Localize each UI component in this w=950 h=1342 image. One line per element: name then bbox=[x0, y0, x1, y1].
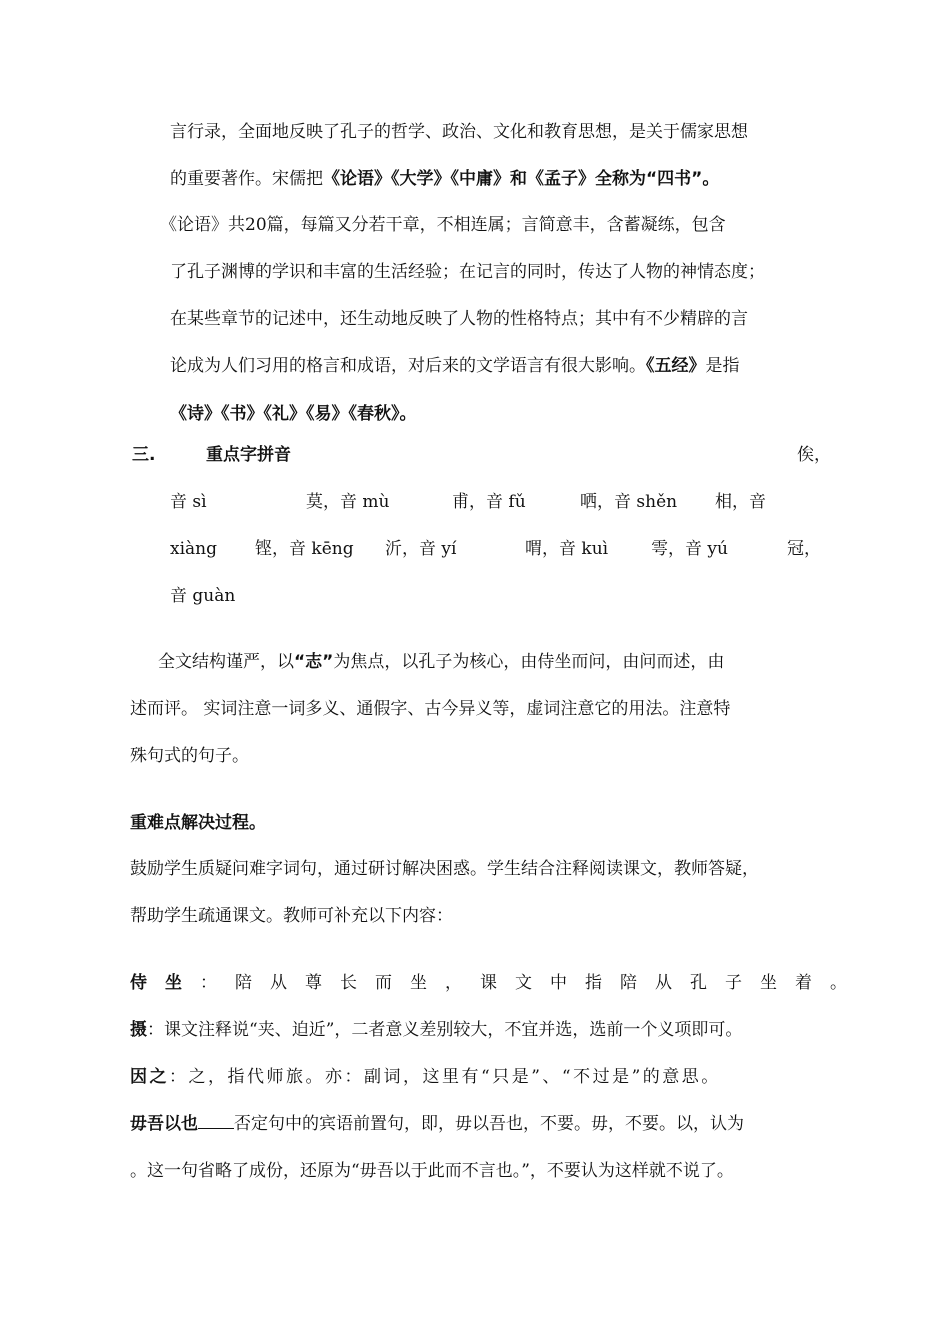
note-yinzhi-text: ：之，指代师旅。亦：副词，这里有“只是”、“不过是”的意思。 bbox=[169, 1067, 721, 1087]
pinyin-guan-char: 冠， bbox=[787, 539, 821, 559]
para1-line6 bbox=[170, 354, 740, 378]
pinyin-fu: 甫，音 fǔ bbox=[452, 492, 526, 512]
pinyin-yi: 沂，音 yí bbox=[385, 539, 457, 559]
pinyin-si-char: 俟， bbox=[797, 445, 831, 465]
para1-line3: 《论语》共20篇，每篇又分若干章，不相连属；言简意丰，含蓄凝练，包含 bbox=[160, 215, 726, 235]
blank-underline bbox=[198, 1112, 234, 1129]
note-shizuo-text: 陪从尊长而坐，课文中指陪从孔子坐着。 bbox=[235, 973, 865, 993]
pinyin-xiang: xiàng bbox=[170, 539, 217, 559]
para2-line1 bbox=[158, 650, 724, 674]
pinyin-kui: 喟，音 kuì bbox=[525, 539, 609, 559]
process-heading: 重难点解决过程。 bbox=[130, 813, 266, 833]
note-she bbox=[130, 1018, 742, 1042]
pinyin-shen: 哂，音 shěn bbox=[580, 492, 678, 512]
note-shizuo-sep: ： bbox=[200, 973, 235, 993]
pinyin-yu: 雩，音 yú bbox=[651, 539, 728, 559]
para1-line1: 言行录，全面地反映了孔子的哲学、政治、文化和教育思想，是关于儒家思想 bbox=[170, 122, 748, 142]
section3-number: 三. bbox=[132, 445, 156, 465]
note-wuwuyiye bbox=[130, 1112, 744, 1136]
pinyin-si: 音 sì bbox=[170, 492, 207, 512]
para2-line2: 述而评。 实词注意一词多义、通假字、古今异义等，虚词注意它的用法。注意特 bbox=[130, 699, 731, 719]
note-yinzhi-term: 因之 bbox=[130, 1067, 169, 1087]
note-wuwuyiye-term: 毋吾以也 bbox=[130, 1114, 198, 1134]
para1-line2-text: 的重要著作。宋儒把 bbox=[170, 169, 323, 189]
four-books-text: 《论语》《大学》《中庸》和《孟子》全称为“四书”。 bbox=[323, 169, 720, 189]
note-yinzhi bbox=[130, 1065, 721, 1089]
note-she-term: 摄 bbox=[130, 1020, 147, 1040]
para1-line6-text: 论成为人们习用的格言和成语，对后来的文学语言有很大影响。 bbox=[170, 356, 646, 376]
pinyin-keng: 铿，音 kēng bbox=[255, 539, 354, 559]
pinyin-guan: 音 guàn bbox=[170, 586, 236, 606]
note-wuwuyiye-text: 否定句中的宾语前置句，即，毋以吾也，不要。毋，不要。以，认为 bbox=[234, 1114, 744, 1134]
para1-line7: 《诗》《书》《礼》《易》《春秋》。 bbox=[170, 404, 417, 424]
para1-line4: 了孔子渊博的学识和丰富的生活经验；在记言的同时，传达了人物的神情态度； bbox=[170, 262, 765, 282]
section3-title: 重点字拼音 bbox=[206, 445, 291, 465]
note-wuwuyiye-line2: 。这一句省略了成份，还原为“毋吾以于此而不言也。”，不要认为这样就不说了。 bbox=[130, 1161, 734, 1181]
process-line1: 鼓励学生质疑问难字词句，通过研讨解决困惑。学生结合注释阅读课文，教师答疑， bbox=[130, 859, 759, 879]
para2-line1-text: 全文结构谨严，以 bbox=[158, 652, 294, 672]
zhi-keyword: “志” bbox=[294, 652, 334, 672]
para2-line1-tail: 为焦点，以孔子为核心，由侍坐而问，由问而述，由 bbox=[333, 652, 725, 672]
five-classics-text: 《五经》 bbox=[646, 356, 706, 376]
note-shizuo bbox=[130, 971, 865, 995]
para1-line6-tail: 是指 bbox=[705, 356, 740, 376]
pinyin-mu: 莫，音 mù bbox=[306, 492, 390, 512]
para1-line5: 在某些章节的记述中，还生动地反映了人物的性格特点；其中有不少精辟的言 bbox=[170, 309, 748, 329]
pinyin-xiang-char: 相，音 bbox=[715, 492, 766, 512]
para2-line3: 殊句式的句子。 bbox=[130, 746, 249, 766]
note-shizuo-term: 侍坐 bbox=[130, 973, 200, 993]
process-line2: 帮助学生疏通课文。教师可补充以下内容： bbox=[130, 906, 453, 926]
para1-line2 bbox=[170, 167, 719, 191]
note-she-text: ：课文注释说“夹、迫近”，二者意义差别较大，不宜并选，选前一个义项即可。 bbox=[147, 1020, 743, 1040]
